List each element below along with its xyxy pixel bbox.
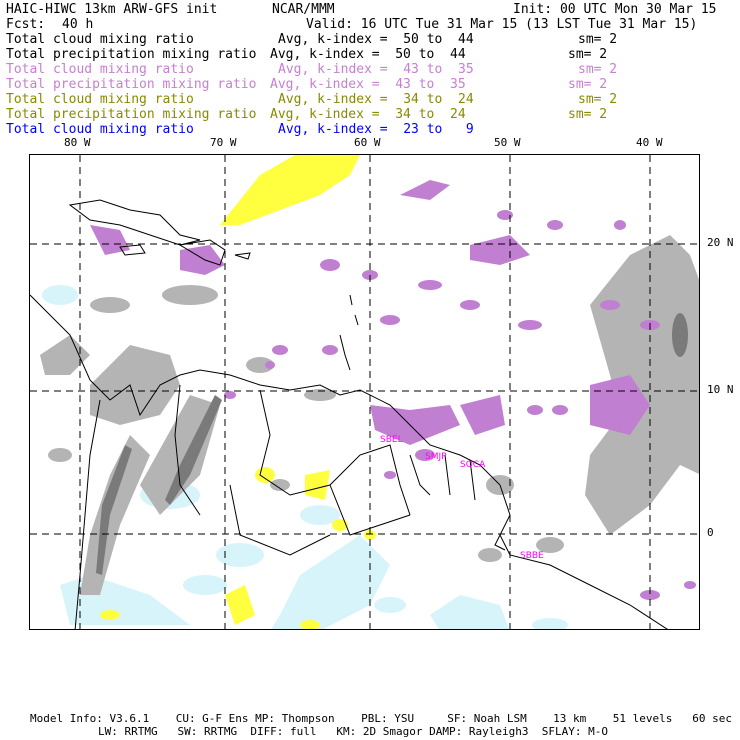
lon-label-60w: 60 W: [354, 136, 381, 149]
lon-label-80w: 80 W: [64, 136, 91, 149]
legend-smoothing: sm= 2: [578, 92, 618, 107]
model-info-line2: LW: RRTMG SW: RRTMG DIFF: full KM: 2D Smagor DAMP: Rayleigh3 SFLAY: M-O: [98, 725, 608, 738]
map-panel: [29, 154, 700, 630]
legend-smoothing: sm= 2: [578, 62, 618, 77]
legend-field-name: Total cloud mixing ratio: [6, 62, 194, 77]
valid-time: Valid: 16 UTC Tue 31 Mar 15 (13 LST Tue 31 Mar 15): [306, 17, 698, 32]
legend-level-range: Avg, k-index = 34 to 24: [278, 92, 474, 107]
organization: NCAR/MMM: [272, 2, 335, 17]
legend-smoothing: sm= 2: [568, 47, 608, 62]
legend-level-range: Avg, k-index = 50 to 44: [278, 32, 474, 47]
forecast-hour: 40 h: [62, 17, 94, 32]
lon-label-70w: 70 W: [210, 136, 237, 149]
legend-field-name: Total cloud mixing ratio: [6, 32, 194, 47]
forecast-label: Fcst:: [6, 17, 46, 32]
legend-level-range: Avg, k-index = 34 to 24: [270, 107, 466, 122]
legend-field-name: Total precipitation mixing ratio: [6, 77, 257, 92]
model-info-line1: Model Info: V3.6.1 CU: G-F Ens MP: Thompson PBL: YSU SF: Noah LSM 13 km 51 levels 60 sec: [30, 712, 732, 725]
lat-label-equator: 0: [707, 526, 714, 539]
weather-map: [30, 155, 700, 630]
legend-level-range: Avg, k-index = 43 to 35: [270, 77, 466, 92]
legend-smoothing: sm= 2: [578, 32, 618, 47]
legend-level-range: Avg, k-index = 50 to 44: [270, 47, 466, 62]
station-smjp: SMJP: [425, 452, 447, 462]
lon-label-40w: 40 W: [636, 136, 663, 149]
legend-smoothing: sm= 2: [568, 77, 608, 92]
legend-level-range: Avg, k-index = 43 to 35: [278, 62, 474, 77]
station-sbbe: SBBE: [520, 551, 544, 561]
legend-level-range: Avg, k-index = 23 to 9: [278, 122, 474, 137]
model-title: HAIC-HIWC 13km ARW-GFS init: [6, 2, 218, 17]
legend-field-name: Total cloud mixing ratio: [6, 122, 194, 137]
lat-label-20n: 20 N: [707, 236, 734, 249]
station-sbel: SBEL: [380, 435, 403, 445]
legend-field-name: Total precipitation mixing ratio: [6, 47, 257, 62]
lat-label-10n: 10 N: [707, 383, 734, 396]
station-soca: SOCA: [460, 460, 486, 470]
legend-field-name: Total precipitation mixing ratio: [6, 107, 257, 122]
legend-smoothing: sm= 2: [568, 107, 608, 122]
convective-cloud-layer: [90, 180, 696, 600]
legend-field-name: Total cloud mixing ratio: [6, 92, 194, 107]
lon-label-50w: 50 W: [494, 136, 521, 149]
init-time: Init: 00 UTC Mon 30 Mar 15: [513, 2, 717, 17]
